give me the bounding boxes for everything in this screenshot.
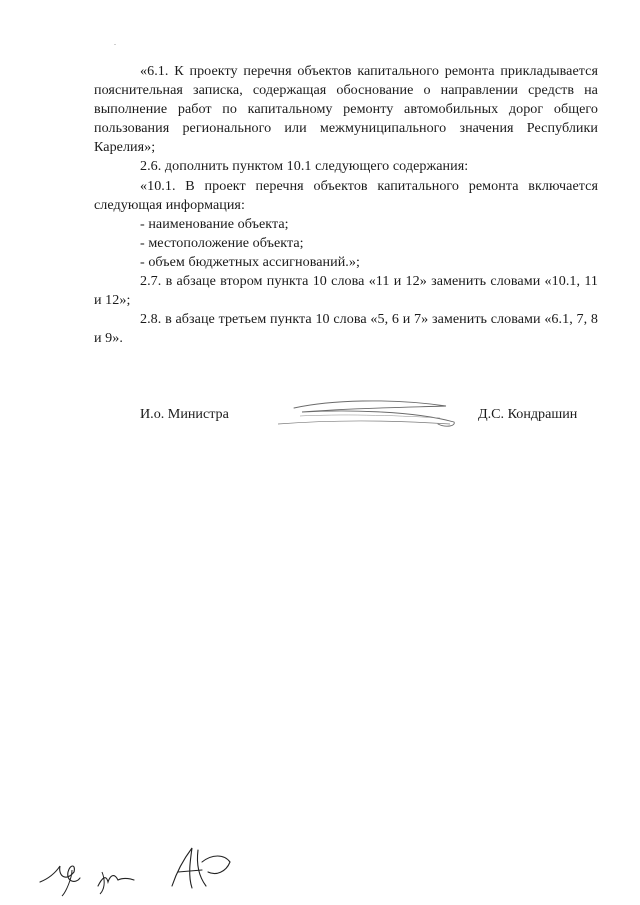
document-body <box>94 62 598 348</box>
list-item-object-name: - наименование объекта; <box>140 215 289 232</box>
scan-speck <box>114 44 116 45</box>
paragraph-6-1: «6.1. К проекту перечня объектов капитального ремонта прикладывается пояснительная записка, содержащая обоснование о направлении средств на выполнение работ по капитальному ремонту автомобильных дорог общего пользования регионального или межмуниципального значения Республики Карелия»; <box>94 63 598 156</box>
paragraph-2-6: 2.6. дополнить пунктом 10.1 следующего содержания: <box>140 158 469 175</box>
signatory-name: Д.С. Кондрашин <box>478 406 578 422</box>
handwritten-signature <box>270 398 460 434</box>
paragraph-2-8: 2.8. в абзаце третьем пункта 10 слова «5, 6 и 7» заменить словами «6.1, 7, 8 и 9». <box>94 311 598 347</box>
paragraph-10-1: «10.1. В проект перечня объектов капитального ремонта включается следующая информация: <box>94 177 598 213</box>
approval-initials <box>36 842 242 898</box>
list-item-budget-allocations: - объем бюджетных ассигнований.»; <box>140 253 360 270</box>
signatory-title: И.о. Министра <box>140 406 229 422</box>
paragraph-2-7: 2.7. в абзаце втором пункта 10 слова «11 и 12» заменить словами «10.1, 11 и 12»; <box>94 273 598 309</box>
list-item-object-location: - местоположение объекта; <box>140 234 304 251</box>
signature-block <box>0 404 640 440</box>
